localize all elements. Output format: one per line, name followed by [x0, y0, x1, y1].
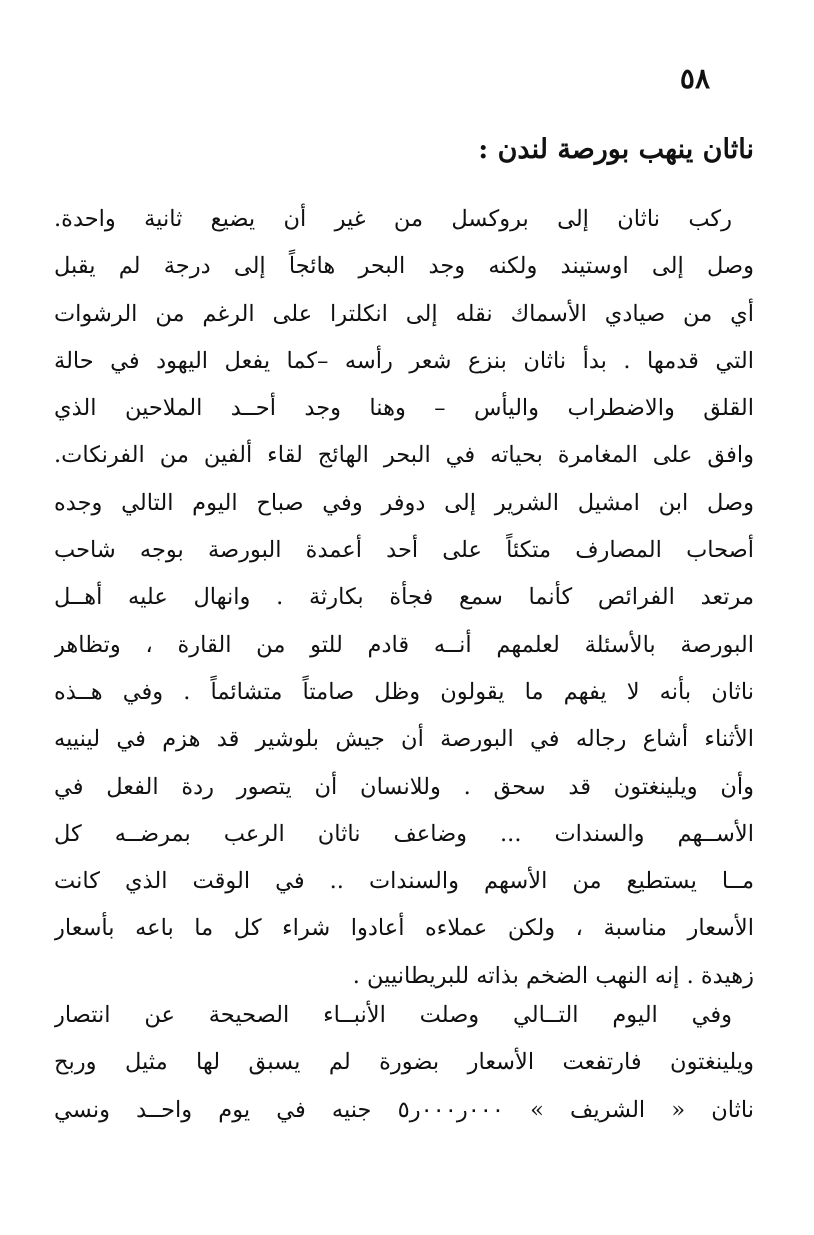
text-line: وأن ويلينغتون قد سحق . وللانسان أن يتصور ردة الفعل في: [54, 773, 754, 800]
text-line: الأثناء أشاع رجاله في البورصة أن جيش بلوشير قد هزم في لينييه: [54, 726, 754, 753]
text-line: وصل ابن امشيل الشرير إلى دوفر وفي صباح اليوم التالي وجده: [54, 489, 754, 516]
text-line: زهيدة . إنه النهب الضخم بذاته للبريطانيين .: [352, 962, 754, 989]
paragraph-1: [54, 196, 754, 1000]
text-line: أي من صيادي الأسماك نقله إلى انكلترا على الرغم من الرشوات: [54, 300, 754, 327]
text-line: التي قدمها . بدأ ناثان بنزع شعر رأسه –كما يفعل اليهود في حالة: [54, 347, 754, 374]
text-line: الأسعار مناسبة ، ولكن عملاءه أعادوا شراء كل ما باعه بأسعار: [54, 915, 754, 942]
paragraph-2: [54, 992, 754, 1134]
text-line: القلق والاضطراب واليأس – وهنا وجد أحــد الملاحين الذي: [54, 395, 754, 422]
text-line: وفي اليوم التــالي وصلت الأنبــاء الصحيحة عن انتصار: [54, 1002, 732, 1028]
section-heading: ناثان ينهب بورصة لندن :: [478, 134, 754, 165]
text-line: الأســهم والسندات ... وضاعف ناثان الرعب بمرضــه كل: [54, 820, 754, 847]
text-line: البورصة بالأسئلة لعلمهم أنــه قادم للتو من القارة ، وتظاهر: [54, 631, 754, 658]
text-line: وصل إلى اوستيند ولكنه وجد البحر هائجاً إلى درجة لم يقبل: [54, 253, 754, 280]
page-number: ٥٨: [679, 62, 710, 95]
text-line: وافق على المغامرة بحياته في البحر الهائج لقاء ألفين من الفرنكات.: [54, 442, 754, 469]
text-line: ناثان « الشريف » ٠٠٠ر٠٠٠ر٥ جنيه في يوم واحــد ونسي: [54, 1096, 754, 1123]
text-line: ناثان بأنه لا يفهم ما يقولون وظل صامتاً متشائماً . وفي هــذه: [54, 678, 754, 705]
text-line: مــا يستطيع من الأسهم والسندات .. في الوقت الذي كانت: [54, 868, 754, 895]
text-line: مرتعد الفرائص كأنما سمع فجأة بكارثة . وانهال عليه أهــل: [54, 584, 754, 611]
text-line: ويلينغتون فارتفعت الأسعار بضورة لم يسبق لها مثيل وربح: [54, 1049, 754, 1076]
text-line: ركب ناثان إلى بروكسل من غير أن يضيع ثانية واحدة.: [54, 206, 732, 232]
text-line: أصحاب المصارف متكئاً على أحد أعمدة البورصة بوجه شاحب: [54, 537, 754, 564]
